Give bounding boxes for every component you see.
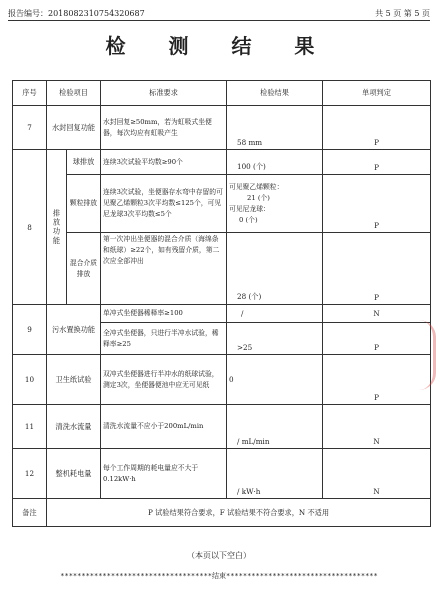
header-divider <box>8 20 430 21</box>
row-no: 12 <box>13 449 47 499</box>
table-row <box>13 150 431 175</box>
report-number: 报告编号：2018082310754320687 <box>8 9 145 18</box>
row-result-cell <box>227 106 323 150</box>
sub-judge-cell <box>323 175 431 233</box>
row-judge: N <box>373 487 380 496</box>
sub-requirement: 连续3次试验平均数≥90个 <box>101 150 227 175</box>
col-item: 检验项目 <box>47 81 101 106</box>
sub-result-cell <box>227 175 323 233</box>
table-row <box>13 106 431 150</box>
row-requirement: 水封回复≥50mm，若为虹吸式坐便器，每次均应有虹吸产生 <box>101 106 227 150</box>
row-judge-cell <box>323 323 431 355</box>
sub-judge: P <box>374 221 379 230</box>
row-result-cell <box>227 405 323 449</box>
row-result-cell <box>227 449 323 499</box>
sub-item: 球排放 <box>67 150 101 175</box>
table-row <box>13 175 431 233</box>
sub-judge-cell <box>323 150 431 175</box>
row-judge-cell <box>323 106 431 150</box>
page-indicator: 共 5 页 第 5 页 <box>375 9 430 18</box>
row-no: 10 <box>13 355 47 405</box>
row-item: 污水置换功能 <box>47 305 101 355</box>
table-row <box>13 305 431 323</box>
table-header-row <box>13 81 431 106</box>
page-title: 检 测 结 果 <box>105 34 333 58</box>
sub-requirement: 连续3次试验，坐便器存水弯中存留的可见聚乙烯颗粒3次平均数≤125个，可见尼龙球3次平均数≤5个 <box>101 175 227 233</box>
blank-note: （本页以下空白） <box>187 551 251 560</box>
col-result: 检验结果 <box>227 81 323 106</box>
sub-item: 颗粒排放 <box>67 175 101 233</box>
row-no: 9 <box>13 305 47 355</box>
remark-text: P 试验结果符合要求，F 试验结果不符合要求，N 不适用 <box>47 499 431 527</box>
sub-result: 28 (个) <box>237 292 262 301</box>
col-judgement: 单项判定 <box>323 81 431 106</box>
row-result: 0 <box>227 355 323 405</box>
row-item: 排放功能 <box>52 208 62 246</box>
col-no: 序号 <box>13 81 47 106</box>
row-judge-cell <box>323 405 431 449</box>
sub-result-cell <box>227 150 323 175</box>
row-result: / kW·h <box>237 487 261 496</box>
row-result: >25 <box>237 343 253 352</box>
row-requirement: 每个工作周期的耗电量应不大于0.12kW·h <box>101 449 227 499</box>
row-item: 清洗水流量 <box>47 405 101 449</box>
sub-result-cell <box>227 233 323 305</box>
report-header <box>8 8 430 20</box>
row-requirement: 双冲式坐便器进行半冲水的纸球试验，测定3次，坐便器便池中应无可见纸 <box>101 355 227 405</box>
sub-result-line: 可见尼龙球： <box>229 204 270 213</box>
results-table <box>12 80 431 527</box>
row-judge: N <box>323 305 431 323</box>
row-judge-cell <box>323 355 431 405</box>
row-item: 整机耗电量 <box>47 449 101 499</box>
sub-judge-cell <box>323 233 431 305</box>
sub-judge: P <box>374 163 379 172</box>
sub-result-line: 可见聚乙烯颗粒： <box>229 182 284 191</box>
row-judge: P <box>374 393 379 402</box>
row-result-cell <box>227 323 323 355</box>
row-judge-cell <box>323 449 431 499</box>
table-row <box>13 405 431 449</box>
row-item: 水封回复功能 <box>47 106 101 150</box>
row-no: 11 <box>13 405 47 449</box>
sub-requirement: 第一次冲出坐便器的混合介质（海绵条和纸球）≥22个，如有残留介质，第二次应全部冲出 <box>101 233 227 305</box>
row-no: 8 <box>13 150 47 305</box>
col-requirement: 标准要求 <box>101 81 227 106</box>
seal-stamp <box>419 320 436 390</box>
sub-result: 100 (个) <box>237 162 266 171</box>
row-result: / mL/min <box>237 437 270 446</box>
row-item: 卫生纸试验 <box>47 355 101 405</box>
remark-row <box>13 499 431 527</box>
table-row <box>13 449 431 499</box>
row-requirement: 全冲式坐便器，只进行半冲水试验，稀释率≥25 <box>101 323 227 355</box>
sub-result-line: 0 (个) <box>239 215 258 224</box>
sub-result-line: 21 (个) <box>247 193 270 202</box>
sub-item: 混合介质排放 <box>67 233 101 305</box>
row-judge: N <box>373 437 380 446</box>
row-result: / <box>227 305 323 323</box>
table-row <box>13 355 431 405</box>
row-judge: P <box>374 343 379 352</box>
row-requirement: 单冲式坐便器稀释率≥100 <box>101 305 227 323</box>
row-no: 7 <box>13 106 47 150</box>
row-judge: P <box>374 138 379 147</box>
table-row <box>13 233 431 305</box>
row-requirement: 清洗水流量不应小于200mL/min <box>101 405 227 449</box>
end-marker: ************************************结束************************************ <box>60 572 378 580</box>
row-result: 58 mm <box>237 138 263 147</box>
sub-judge: P <box>374 293 379 302</box>
row-item-cell <box>47 150 67 305</box>
remark-label: 备注 <box>13 499 47 527</box>
